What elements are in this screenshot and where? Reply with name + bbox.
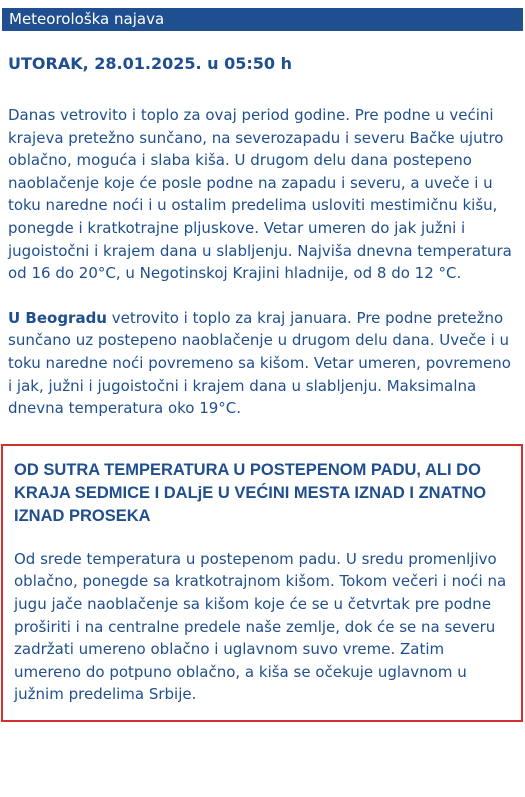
belgrade-text: vetrovito i toplo za kraj januara. Pre podne pretežno sunčano uz postepeno naoblačenje u drugom delu dana. Uveče i u toku naredne noći povremeno sa kišom. Vetar umeren, povremeno i jak, južni i jugoistočni i krajem dana u slabljenju. Maksimalna dnevna temperatura oko 19°C. [8,308,511,418]
forecast-main-paragraph: Danas vetrovito i toplo za ovaj period godine. Pre podne u većini krajeva pretežno sunčano, na severozapadu i severu Bačke ujutro oblačno, moguća i slaba kiša. U drugom delu dana postepeno naoblačenje koje će posle podne na zapadu i severu, a uveče i u toku naredne noći i u ostalim predelima usloviti mestimičnu kišu, ponegde i kratkotrajne pljuskove. Vetar umeren do jak južni i jugoistočni i krajem dana u slabljenju. Najviša dnevna temperatura od 16 do 20°C, u Negotinskoj Krajini hladnije, od 8 do 12 °C. [8,106,512,283]
forecast-belgrade-paragraph [8,307,519,420]
forecast-content [0,53,525,420]
outlook-text: Od srede temperatura u postepenom padu. U sredu promenljivo oblačno, ponegde sa kratkotrajnom kišom. Tokom večeri i noći na jugu jače naoblačenje sa kišom koje će se u četvrtak pre podne proširiti i na centralne predele naše zemlje, dok će se na severu zadržati umereno oblačno i uglavnom suvo vreme. Zatim umereno do potpuno oblačno, a kiša se očekuje uglavnom u južnim predelima Srbije. [14,549,507,704]
section-title: Meteorološka najava [9,10,165,28]
forecast-date-heading: UTORAK, 28.01.2025. u 05:50 h [8,54,292,73]
belgrade-label: U Beogradu [8,308,107,327]
section-header [2,8,523,31]
outlook-alert-box [1,444,523,722]
outlook-title: OD SUTRA TEMPERATURA U POSTEPENOM PADU, ALI DO KRAJA SEDMICE I DALjE U VEĆINI MESTA IZNAD I ZNATNO IZNAD PROSEKA [14,460,487,525]
